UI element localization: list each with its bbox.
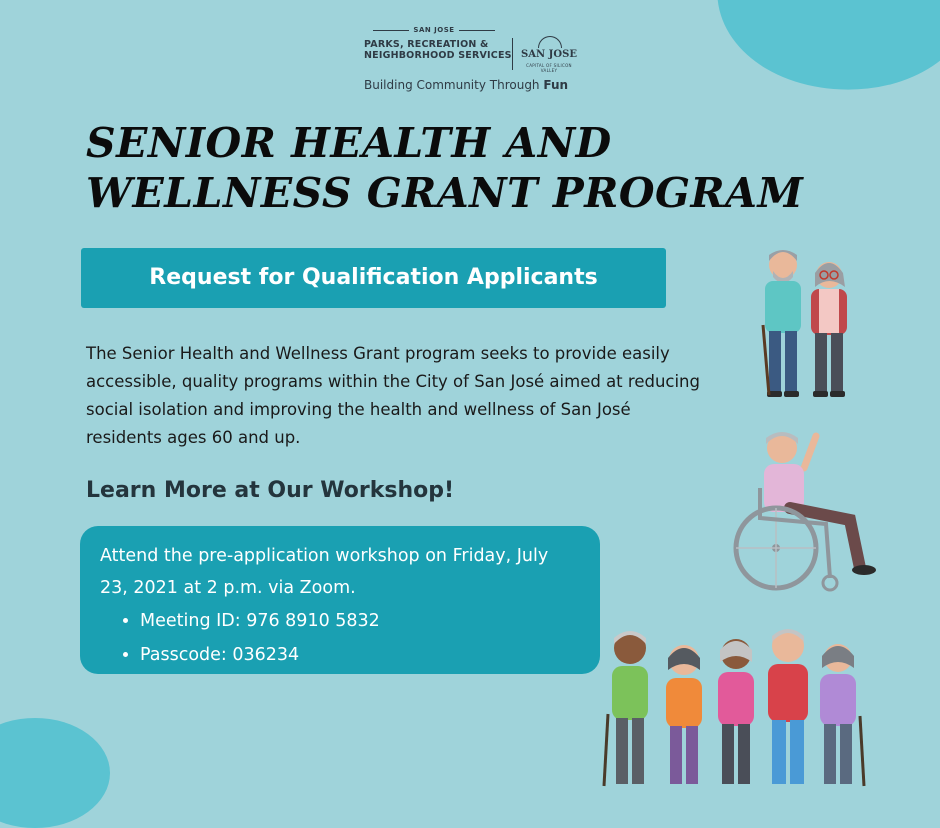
- wheelchair-senior-illustration: [730, 428, 880, 598]
- program-description: The Senior Health and Wellness Grant program seeks to provide easily accessible, quality programs within the City of San José aimed at reducing social isolation and improving the health and wellness of San José residents ages 60 and up.: [86, 344, 700, 447]
- decorative-blob-bottom-left: [0, 718, 110, 828]
- meeting-details-list: [120, 604, 380, 672]
- page-title: [86, 118, 803, 218]
- workshop-heading: Learn More at Our Workshop!: [86, 478, 455, 503]
- department-logo: [364, 26, 584, 96]
- city-tagline: CAPITAL OF SILICON VALLEY: [526, 63, 572, 73]
- logo-divider: [512, 38, 513, 70]
- senior-group-illustration: [598, 624, 868, 788]
- title-line1: SENIOR HEALTH AND: [86, 119, 612, 167]
- city-seal: [520, 36, 578, 72]
- logo-motto: [364, 78, 568, 92]
- decorative-blob-top-right: [713, 0, 940, 103]
- workshop-lead: Attend the pre-application workshop on Friday, July 23, 2021 at 2 p.m. via Zoom.: [100, 546, 549, 598]
- sun-icon: [538, 36, 562, 48]
- logo-small-text: SAN JOSE: [364, 26, 504, 34]
- motto-prefix: Building Community Through: [364, 78, 544, 92]
- workshop-info-box: [80, 526, 600, 674]
- rfq-banner: Request for Qualification Applicants: [81, 248, 666, 308]
- logo-dept-line1: PARKS, RECREATION &: [364, 39, 489, 50]
- logo-department-name: [364, 39, 512, 61]
- city-name: SAN JOSE: [521, 49, 577, 60]
- passcode: • Passcode: 036234: [140, 638, 380, 672]
- meeting-id: • Meeting ID: 976 8910 5832: [140, 604, 380, 638]
- senior-couple-illustration: [745, 245, 865, 400]
- title-line2: WELLNESS GRANT PROGRAM: [86, 169, 804, 217]
- motto-bold: Fun: [543, 78, 569, 92]
- logo-dept-line2: NEIGHBORHOOD SERVICES: [364, 50, 512, 61]
